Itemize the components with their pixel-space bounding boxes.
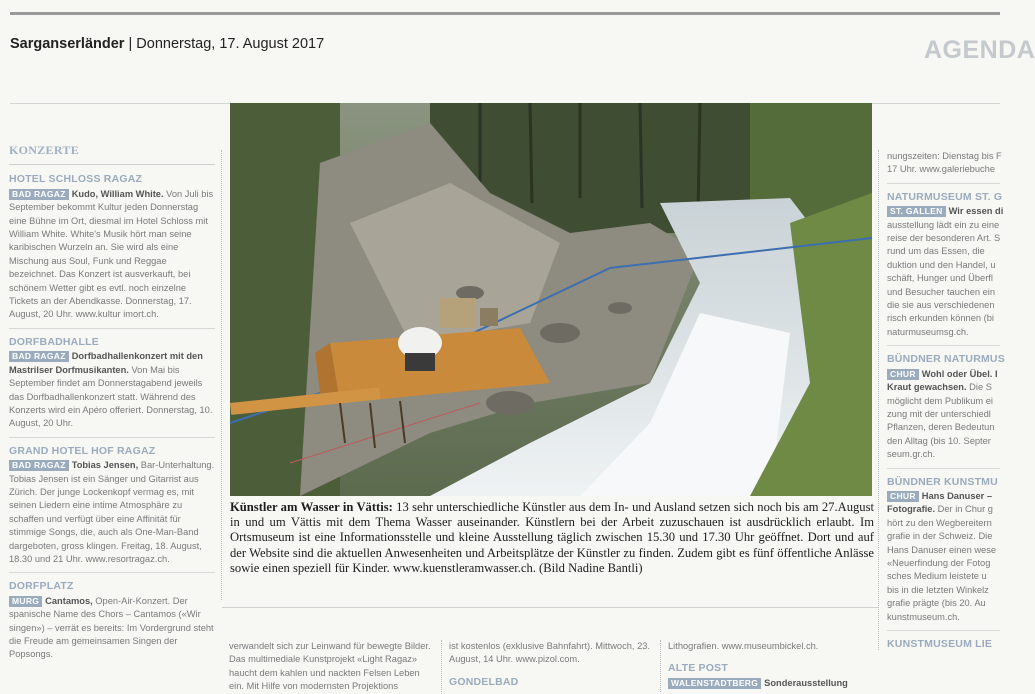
listing-line: möglicht dem Publikum ei [887,395,993,406]
location-tag: CHUR [887,491,919,502]
listing-line: reise der besonderen Art. S [887,233,1001,244]
venue-name: GRAND HOTEL HOF RAGAZ [9,444,156,457]
event-title: Kraut gewachsen. [887,382,967,393]
bottom-text-3 [668,640,873,692]
event-text: Open-Air-Konzert. Der spanische Name des Chors – Cantamos («Wir singen») – verrät es bereits: Im Vordergrund steht die Freude am gemeinsamen Singen der Popsongs. [9,595,214,660]
event-text: Die S [966,382,992,393]
listing-line: den Alltag (bis 10. Septer [887,435,991,446]
listing-venue [9,445,215,567]
listing-line: die sie aus verschiedenen [887,300,995,311]
event-title: Hans Danuser – [921,490,993,501]
listing-line: grafie in der Schweiz. Die [887,531,993,542]
listing-line: seum.gr.ch. [887,449,936,460]
listing-line: duktion und den Handel, u [887,259,996,270]
listing-section-title: KONZERTE [9,144,215,165]
section-heading: AGENDA [924,36,1035,64]
masthead-separator: | [128,36,133,52]
listing-entry [887,490,1000,503]
listing-entry [887,368,1000,381]
venue-name: BÜNDNER KUNSTMU [887,475,998,488]
listing-entry [887,205,1004,218]
listing-line: nungszeiten: Dienstag bis F [887,151,1002,161]
listing-line: Hans Danuser einen wese [887,544,997,555]
photo-caption [230,500,874,576]
listing-line: risch erkunden können (bi [887,313,994,324]
right-listing-column [887,150,1005,692]
bottom-paragraph: ist kostenlos (exklusive Bahnfahrt). Mittwoch, 23. August, 14 Uhr. www.pizol.com. [449,641,650,665]
event-title: Kudo, William White. [71,188,164,199]
divider [9,572,215,573]
listing-line: grafie prägte (bis 20. Au [887,598,986,609]
venue-name: KUNSTMUSEUM LIE [887,638,993,650]
location-tag: CHUR [887,369,919,380]
listing-line: bis in die letzten Winkelz [887,584,989,595]
event-title: Sonderausstellung [764,677,848,688]
venue-name: HOTEL SCHLOSS RAGAZ [9,173,143,186]
bottom-paragraph: Lithografien. www.museumbickel.ch. [668,641,819,651]
venue-name: DORFBADHALLE [9,335,99,348]
newspaper-name: Sarganserländer [10,36,125,52]
venue-name: DORFPLATZ [9,580,74,593]
listing-venue [9,580,215,661]
column-separator [441,640,442,692]
listing-line: Pflanzen, deren Bedeutun [887,422,995,433]
venue-name: ALTE POST [668,662,728,675]
event-title: Dorfbadhallenkonzert mit den Mastrilser Dorfmusikanten. [9,351,203,375]
event-title: Wohl oder Übel. I [921,368,998,379]
photo-illustration [230,103,872,496]
divider [9,328,215,329]
masthead [10,36,324,52]
venue-name: GONDELBAD [449,675,519,688]
listing-line: 17 Uhr. www.galeriebuche [887,164,996,175]
event-text: Von Mai bis September findet am Donnerstagabend jeweils das Dorfbadhallenkonzert statt. Während des Konzerts wird ein Apéro offeriert. Donnerstag, 10. August, 20 Uhr. [9,364,213,429]
listing-line: schäft, Hunger und Überfl [887,273,993,284]
listing-entry [9,188,215,322]
divider [887,630,1000,631]
event-text: Bar-Unterhaltung. Tobias Jensen ist ein Sänger und Gitarrist aus Zürich. Der junge Lockenkopf vermag es, mit seinen Liedern eine intime Atmosphäre zu schaffen und verfügt über eine Affinität für stimmige Songs, die, auch als One-Man-Band dargeboten, gross klingen. Freitag, 18. August, 18.30 und 21 Uhr. www.resortragaz.ch. [9,460,215,564]
issue-date: Donnerstag, 17. August 2017 [136,36,325,52]
listing-line: zung mit der unterschiedl [887,408,991,419]
listing-line: kunstmuseum.ch. [887,611,960,622]
listing-entry [9,595,215,662]
venue-name: BÜNDNER NATURMUS [887,353,1005,366]
location-tag: BAD RAGAZ [9,460,69,471]
listing-line: rund um das Essen, die [887,246,985,257]
bottom-text-1 [229,640,434,692]
divider [887,468,1000,469]
river-installation-photo [230,103,872,496]
location-tag: WALENSTADTBERG [668,678,761,689]
divider [887,345,1000,346]
event-title: Wir essen di [948,206,1004,217]
event-title: Fotografie. [887,504,936,515]
listing-entry [9,459,215,566]
bottom-paragraph: verwandelt sich zur Leinwand für bewegte Bilder. Das multimediale Kunstprojekt «Light Ragaz» haucht dem kahlen und nackten Felsen Leben ein. Mit Hilfe von modernsten Projektions [229,641,431,692]
bottom-text-2 [449,640,654,692]
location-tag: BAD RAGAZ [9,189,69,200]
location-tag: ST. GALLEN [887,206,946,217]
listing-line: sches Medium leistete u [887,571,987,582]
listing-line [887,381,1000,394]
listing-line: ausstellung lädt ein zu eine [887,219,1000,230]
header-rule-left [10,103,230,104]
caption-title: Künstler am Wasser in Vättis: [230,500,393,514]
column-separator [221,150,222,600]
listing-line: naturmuseumsg.ch. [887,326,969,337]
listing-line: hört zu den Wegbereitern [887,517,992,528]
column-separator [660,640,661,692]
listing-line [887,503,1000,516]
event-title: Tobias Jensen, [71,460,139,471]
divider [9,437,215,438]
location-tag: BAD RAGAZ [9,351,69,362]
event-title: Cantamos, [45,595,93,606]
header-rule-right [872,103,1000,104]
listing-venue [9,173,215,321]
listing-line: und Besucher tauchen ein [887,286,996,297]
listing-venue [9,336,215,431]
listing-line: «Neuerfindung der Fotog [887,557,991,568]
event-text: Der in Chur g [935,504,993,515]
column-separator [878,150,879,650]
caption-rule [222,607,878,608]
left-listing-column [9,144,215,692]
listing-entry [9,350,215,430]
venue-name: NATURMUSEUM ST. G [887,190,1003,203]
top-rule [10,12,1000,15]
event-text: Von Juli bis September bekommt Kultur jeden Donnerstag eine Bühne im Ort, diesmal im Hotel Schloss mit William White. White's Musik hört man seine karibischen Wurzeln an. Sie wird als eine Mischung aus Soul, Funk und Reggae bezeichnet. Das Konzert ist ausverkauft, bei schönem Wetter gibt es evtl. noch einzelne Tickets an der Abendkasse. Donnerstag, 17. August, 20 Uhr. www.kultur imort.ch. [9,188,214,320]
caption-body: 13 sehr unterschiedliche Künstler aus dem In- und Ausland setzen sich noch bis am 27.August in und um Vättis mit dem Thema Wasser auseinander. Künstlern bei der Arbeit zuzuschauen ist ausdrücklich erlaubt. Im Ortsmuseum ist eine Informationsstelle und kleine Ausstellung täglich zwischen 15.30 und 17.30 Uhr geöffnet. Dort und auf der Website sind die aktuellen Anwesenheiten und Arbeitsplätze der Künstler zu finden. Zudem gibt es fünf öffentliche Anlässe sowie einen speziell für Kinder. www.kuenstleramwasser.ch. (Bild Nadine Bantli) [230,500,874,575]
divider [887,183,1000,184]
listing-entry [668,677,873,690]
location-tag: MURG [9,596,42,607]
